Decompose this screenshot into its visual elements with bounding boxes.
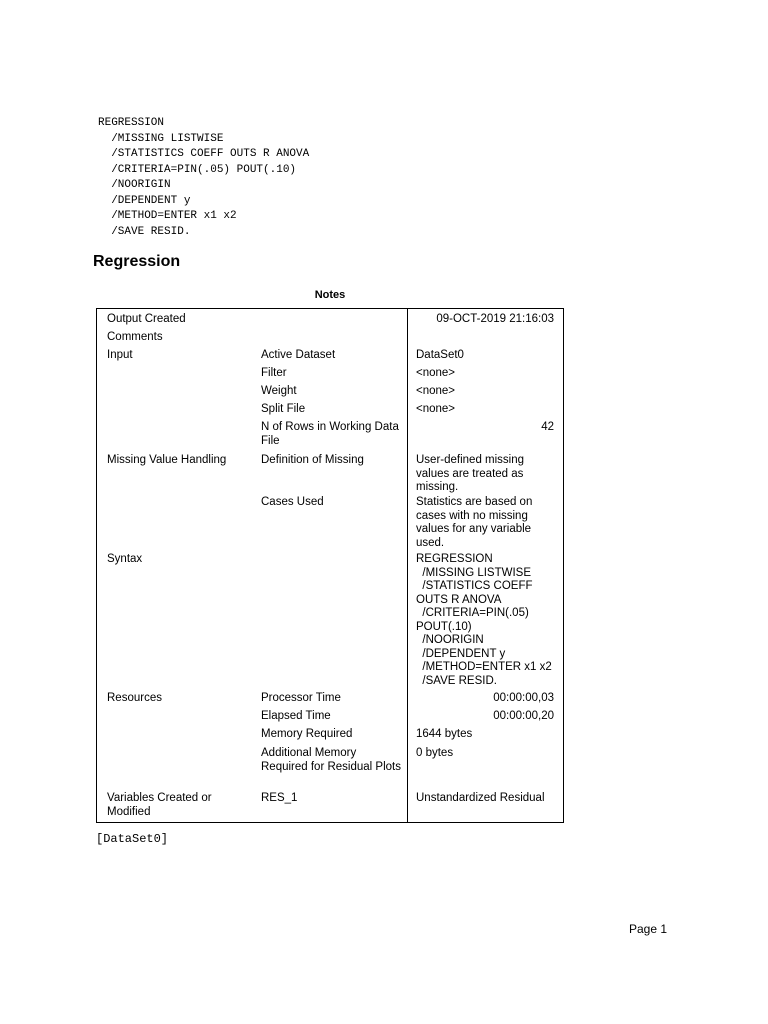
syntax-line: /DEPENDENT y xyxy=(98,194,191,207)
definition-of-missing-label: Definition of Missing xyxy=(261,454,364,466)
memory-required-label: Memory Required xyxy=(261,728,353,740)
active-dataset-value: DataSet0 xyxy=(416,349,464,361)
split-file-value: <none> xyxy=(416,403,456,415)
missing-value-handling-label: Missing Value Handling xyxy=(107,454,227,466)
input-label: Input xyxy=(107,349,133,361)
filter-value: <none> xyxy=(416,367,456,379)
syntax-line: /STATISTICS COEFF OUTS R ANOVA xyxy=(98,148,310,160)
syntax-line: /METHOD=ENTER x1 x2 xyxy=(98,210,237,222)
memory-required-value: 1644 bytes xyxy=(416,728,473,740)
output-created-value: 09-OCT-2019 21:16:03 xyxy=(436,313,554,325)
dataset-footer: [DataSet0] xyxy=(96,832,169,846)
syntax-code-block xyxy=(98,116,309,240)
syntax-line: /MISSING LISTWISE xyxy=(98,132,224,145)
syntax-value: REGRESSION /MISSING LISTWISE /STATISTICS COEFF OUTS R ANOVA /CRITERIA=PIN(.05) POUT(.10) /NOORIGIN /DEPENDENT y /METHOD=ENTER x1 x2 /SAVE RESID. xyxy=(416,553,552,687)
weight-label: Weight xyxy=(261,385,297,397)
page-heading: Regression xyxy=(93,253,181,270)
cases-used-value: Statistics are based on cases with no missing values for any variable used. xyxy=(416,496,533,549)
n-rows-value: 42 xyxy=(541,421,554,433)
notes-table xyxy=(96,308,564,823)
variables-created-label: Variables Created or Modified xyxy=(107,792,212,818)
elapsed-time-value: 00:00:00,20 xyxy=(493,710,554,722)
elapsed-time-label: Elapsed Time xyxy=(261,710,331,722)
syntax-line: /NOORIGIN xyxy=(98,179,171,191)
variables-created-value: Unstandardized Residual xyxy=(416,792,545,804)
output-created-label: Output Created xyxy=(107,313,186,325)
resources-label: Resources xyxy=(107,692,162,704)
filter-label: Filter xyxy=(261,367,287,379)
active-dataset-label: Active Dataset xyxy=(261,349,336,361)
syntax-line: /CRITERIA=PIN(.05) POUT(.10) xyxy=(98,163,297,176)
n-rows-label: N of Rows in Working Data File xyxy=(261,421,399,447)
notes-table-title: Notes xyxy=(314,289,346,301)
column-divider xyxy=(407,309,408,822)
syntax-line: /SAVE RESID. xyxy=(98,225,191,238)
split-file-label: Split File xyxy=(261,403,306,415)
syntax-label: Syntax xyxy=(107,553,143,565)
variables-created-name: RES_1 xyxy=(261,792,298,804)
syntax-line: REGRESSION xyxy=(98,117,165,129)
processor-time-label: Processor Time xyxy=(261,692,341,704)
comments-label: Comments xyxy=(107,331,163,343)
processor-time-value: 00:00:00,03 xyxy=(493,692,554,704)
page-number: Page 1 xyxy=(629,922,668,936)
cases-used-label: Cases Used xyxy=(261,496,324,508)
weight-value: <none> xyxy=(416,385,456,397)
additional-memory-value: 0 bytes xyxy=(416,747,454,759)
additional-memory-label: Additional Memory Required for Residual Plots xyxy=(261,747,401,773)
definition-of-missing-value: User-defined missing values are treated as missing. xyxy=(416,454,525,493)
